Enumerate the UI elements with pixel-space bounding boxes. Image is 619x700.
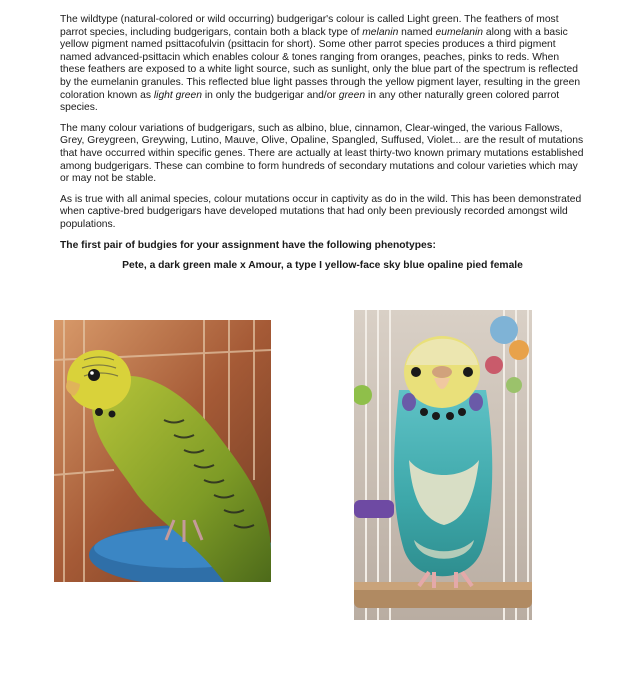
photo-sky-blue-opaline-pied-female-budgie	[354, 310, 532, 620]
phenotypes-line: Pete, a dark green male x Amour, a type I yellow-face sky blue opaline pied female	[122, 260, 523, 272]
photo-dark-green-male-budgie	[54, 320, 271, 582]
text-segment: in only the budgerigar and/or	[201, 89, 339, 101]
italic-term-light-green: light green	[153, 89, 202, 101]
text-segment: named	[398, 26, 436, 38]
italic-term-eumelanin: eumelanin	[435, 26, 484, 38]
text-segment: along with a basic yellow pigment named psittacofulvin (psittacin for short). Some other parrot species produces a third pigment named advanced-psittacin which enables colour & tones ranging from oranges, peaches, pinks to reds. When these feathers are exposed to a white light source, such as sunlight, only the blue part of the spectrum is reflected by the eumelanin granules. This reflected blue light passes through the yellow pigment layer, resulting in the green coloration known as	[60, 26, 581, 101]
paragraph-mutations-captivity: As is true with all animal species, colour mutations occur in captivity as do in the wild. This has been demonstrated when captive-bred budgerigars have developed mutations that had only been previously recorded amongst wild populations.	[60, 193, 582, 230]
document-body	[60, 14, 585, 273]
budgie-blue-illustration	[354, 310, 532, 620]
text-segment: in any other naturally green colored parrot species.	[60, 89, 560, 114]
paragraph-wildtype	[60, 14, 585, 115]
text-segment: The wildtype (natural-colored or wild occurring) budgerigar's colour is called Light green. The feathers of most parrot species, including budgerigars, contain both a black type of	[60, 14, 559, 38]
italic-term-melanin: melanin	[362, 26, 399, 38]
assignment-heading: The first pair of budgies for your assignment have the following phenotypes:	[60, 239, 436, 251]
italic-term-green: green	[338, 89, 366, 101]
paragraph-colour-variations: The many colour variations of budgerigars, such as albino, blue, cinnamon, Clear-winged, the various Fallows, Grey, Greygreen, Greywing, Lutino, Mauve, Olive, Opaline, Spangled, Suffused, Violet... are the result of mutations that have occurred within specific genes. There are actually at least thirty-two known primary mutations established among budgerigars. These can combine to form hundreds of secondary mutations and colour varieties which may or may not be stable.	[60, 122, 584, 185]
budgie-green-illustration	[54, 320, 271, 582]
